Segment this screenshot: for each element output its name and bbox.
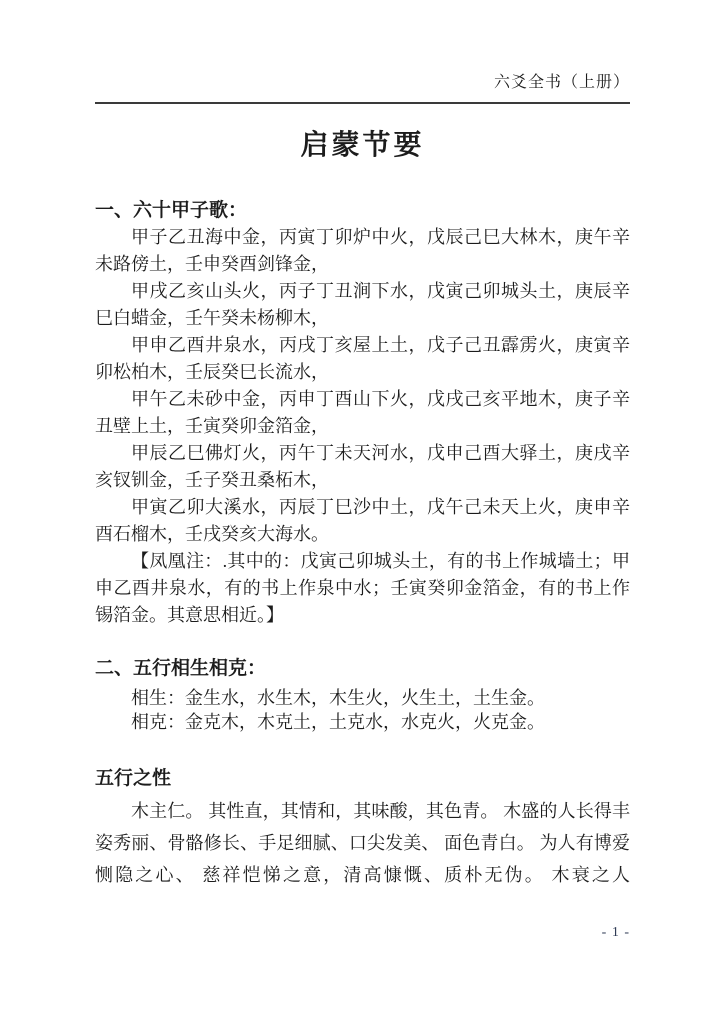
jiazi-couplet-4: 甲午乙未砂中金，丙申丁酉山下火，戊戌己亥平地木，庚子辛丑壁上土，壬寅癸卯金箔金，	[95, 389, 630, 436]
section-heading-wuxing-shengke: 二、五行相生相克：	[95, 658, 267, 679]
section-heading-wuxing-nature: 五行之性	[95, 768, 172, 789]
jiazi-couplet-5: 甲辰乙巳佛灯火，丙午丁未天河水，戊申己酉大驿土，庚戌辛亥钗钏金，壬子癸丑桑柘木，	[95, 443, 630, 490]
jiazi-couplet-6: 甲寅乙卯大溪水，丙辰丁巳沙中土，戊午己未天上火，庚申辛酉石榴木，壬戌癸亥大海水。	[95, 497, 630, 544]
section-heading-sixty-jiazi: 一、六十甲子歌：	[95, 200, 248, 221]
running-head-book-title: 六爻全书（上册）	[493, 74, 630, 91]
jiazi-couplet-1: 甲子乙丑海中金，丙寅丁卯炉中火，戊辰己巳大林木，庚午辛未路傍土，壬申癸酉剑锋金，	[95, 227, 630, 274]
jiazi-couplet-2: 甲戌乙亥山头火，丙子丁丑涧下水，戊寅己卯城头土，庚辰辛巳白蜡金，壬午癸未杨柳木，	[95, 281, 630, 328]
page-number: - 1 -	[601, 925, 630, 940]
page-title: 启蒙节要	[300, 130, 425, 161]
page-header	[95, 0, 630, 104]
wuxing-nature-paragraph: 木主仁。 其性直，其情和，其味酸，其色青。 木盛的人长得丰姿秀丽、骨骼修长、手足细腻、口尖发美、 面色青白。 为人有博爱恻隐之心、 慈祥恺悌之意，清高慷慨、质朴无伪。 木衰之人	[95, 801, 630, 885]
xiangsheng-line: 相生：金生水，水生木，木生火，火生土，土生金。	[131, 688, 545, 708]
xiangke-line: 相克：金克木，木克土，土克水，水克火，火克金。	[131, 712, 545, 732]
jiazi-couplet-3: 甲申乙酉井泉水，丙戌丁亥屋上土，戊子己丑霹雳火，庚寅辛卯松柏木，壬辰癸巳长流水，	[95, 335, 630, 382]
phoenix-note: 【凤凰注：.其中的：戊寅己卯城头土，有的书上作城墙土；甲申乙酉井泉水，有的书上作泉中水；壬寅癸卯金箔金，有的书上作锡箔金。其意思相近。】	[95, 551, 630, 625]
